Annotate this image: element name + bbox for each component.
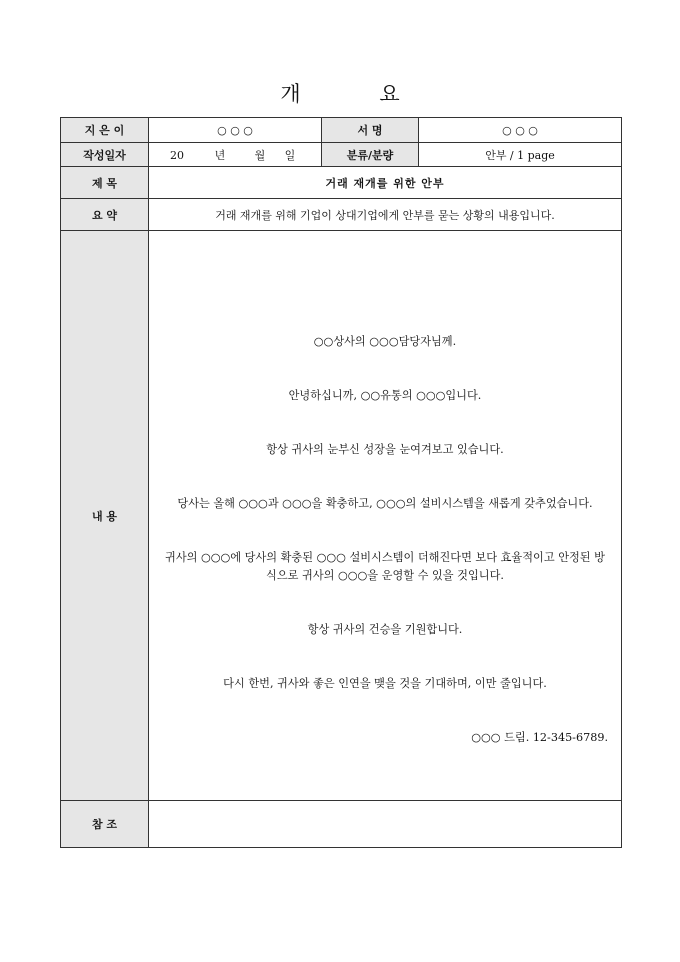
letter-intro: 안녕하십니까, ○○유통의 ○○○입니다. [288, 388, 482, 402]
subject-value: 거래 재개를 위한 안부 [149, 167, 622, 199]
author-label: 지 은 이 [61, 118, 149, 143]
author-value: ○ ○ ○ [149, 118, 322, 143]
summary-label: 요 약 [61, 199, 149, 231]
date-year-unit: 년 [214, 148, 226, 162]
letter-paragraph: 항상 귀사의 건승을 기원합니다. [307, 622, 463, 636]
letter-paragraph: 다시 한번, 귀사와 좋은 인연을 맺을 것을 기대하며, 이만 줄입니다. [223, 676, 547, 690]
reference-value [149, 801, 622, 848]
letter-signature: ○○○ 드림. 12-345-6789. [471, 730, 608, 744]
date-label: 작성일자 [61, 143, 149, 167]
date-value [149, 143, 322, 167]
subject-row [61, 167, 622, 199]
category-label: 분류/분량 [322, 143, 419, 167]
date-month-unit: 월 [254, 148, 266, 162]
summary-value: 거래 재개를 위해 기업이 상대기업에게 안부를 묻는 상황의 내용입니다. [149, 199, 622, 231]
letter-body [149, 231, 622, 801]
date-row [61, 143, 622, 167]
content-label: 내 용 [61, 231, 149, 801]
summary-row [61, 199, 622, 231]
category-value: 안부 / 1 page [419, 143, 622, 167]
sign-value: ○ ○ ○ [419, 118, 622, 143]
date-day-unit: 일 [284, 148, 296, 162]
letter-paragraph: 항상 귀사의 눈부신 성장을 눈여겨보고 있습니다. [266, 442, 504, 456]
document-table [60, 117, 622, 848]
author-row [61, 118, 622, 143]
letter-paragraph: 당사는 올해 ○○○과 ○○○을 확충하고, ○○○의 설비시스템을 새롭게 갖추었습니다. [177, 496, 593, 510]
sign-label: 서 명 [322, 118, 419, 143]
letter-greeting: ○○상사의 ○○○담당자님께. [313, 334, 457, 348]
date-year: 20 [170, 148, 184, 162]
page-title: 개 요 [280, 82, 436, 106]
reference-row [61, 801, 622, 848]
subject-label: 제 목 [61, 167, 149, 199]
letter-paragraph: 귀사의 ○○○에 당사의 확충된 ○○○ 설비시스템이 더해진다면 보다 효율적이고 안정된 방식으로 귀사의 ○○○을 운영할 수 있을 것입니다. [165, 550, 605, 582]
content-row [61, 231, 622, 801]
reference-label: 참 조 [61, 801, 149, 848]
